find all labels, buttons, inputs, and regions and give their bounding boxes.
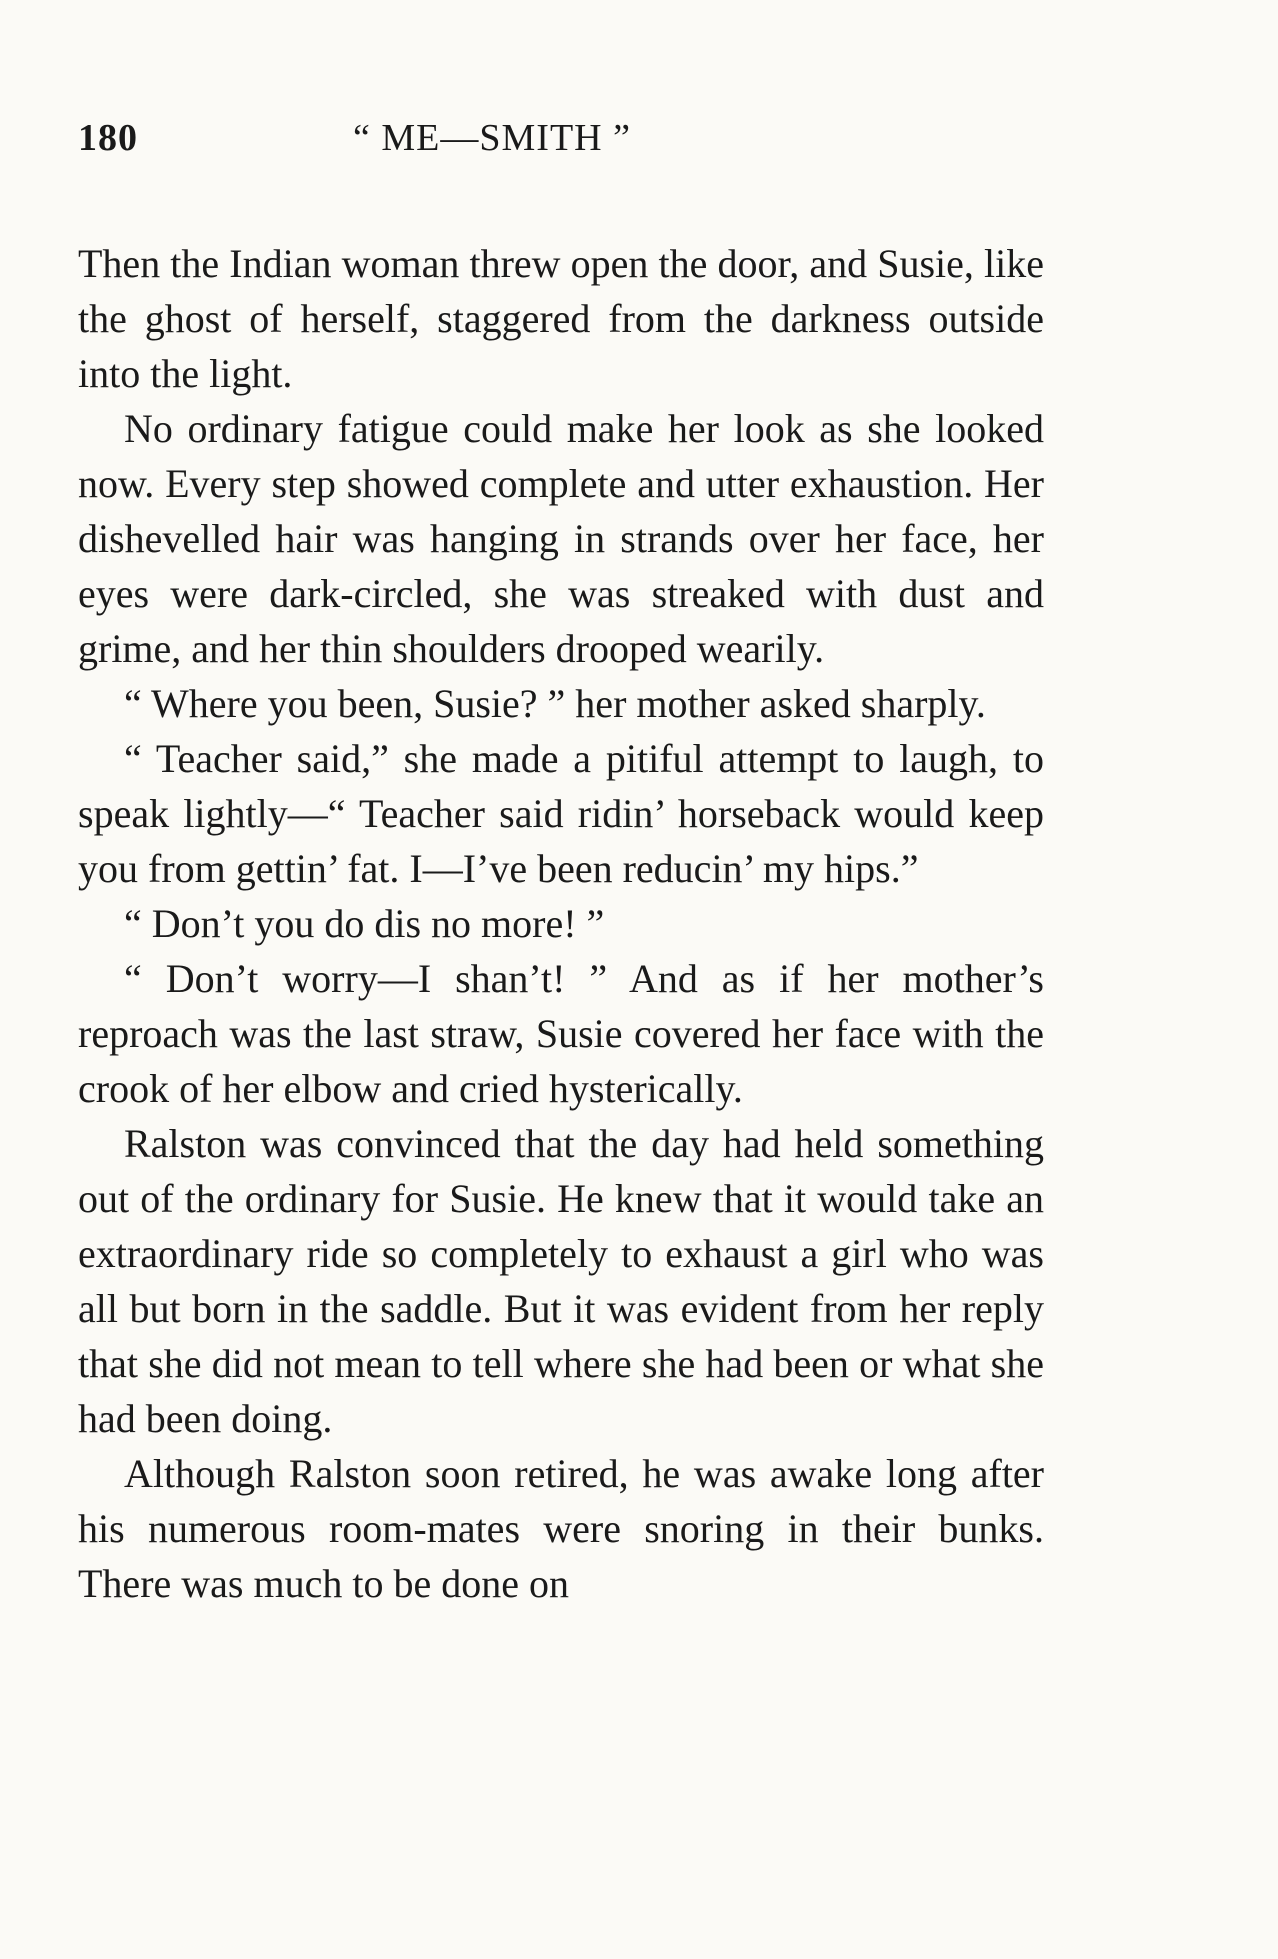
page-header	[78, 108, 1044, 168]
paragraph: Although Ralston soon retired, he was awake long after his numerous room-mates were snoring in their bunks. There was much to be done on	[78, 1451, 1044, 1606]
paragraph: “ Don’t worry—I shan’t! ” And as if her mother’s reproach was the last straw, Susie covered her face with the crook of her elbow and cried hysterically.	[78, 956, 1044, 1111]
page-number: 180	[78, 117, 138, 159]
paragraph: “ Don’t you do dis no more! ”	[124, 901, 605, 946]
book-page	[78, 108, 1044, 1611]
running-title: “ ME—SMITH ”	[353, 117, 631, 159]
paragraph: “ Teacher said,” she made a pitiful attempt to laugh, to speak lightly—“ Teacher said ridin’ horseback would keep you from gettin’ fat. I—I’ve been reducin’ my hips.”	[78, 736, 1044, 891]
paragraph: Ralston was convinced that the day had held something out of the ordinary for Susie. He knew that it would take an extraordinary ride so completely to exhaust a girl who was all but born in the saddle. But it was evident from her reply that she did not mean to tell where she had been or what she had been doing.	[78, 1121, 1044, 1441]
paragraph: Then the Indian woman threw open the door, and Susie, like the ghost of herself, staggered from the darkness outside into the light.	[78, 241, 1044, 396]
paragraph: “ Where you been, Susie? ” her mother asked sharply.	[124, 681, 986, 726]
body-text	[78, 236, 1044, 1611]
paragraph: No ordinary fatigue could make her look as she looked now. Every step showed complete and utter exhaustion. Her dishevelled hair was hanging in strands over her face, her eyes were dark-circled, she was streaked with dust and grime, and her thin shoulders drooped wearily.	[78, 406, 1044, 671]
